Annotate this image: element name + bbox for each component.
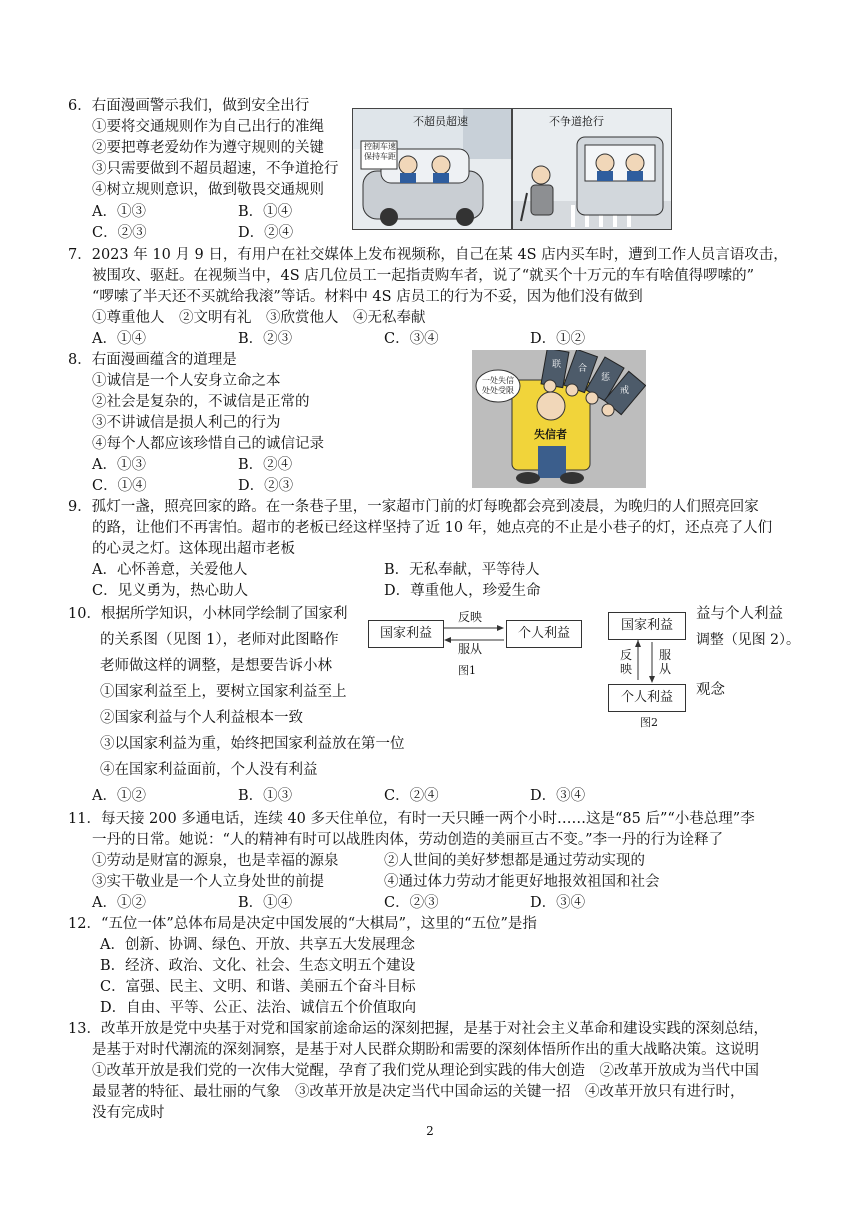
- q13-line-2: 是基于对时代潮流的深刻洞察，是基于对人民群众期盼和需要的深刻体悟所作出的重大战略决策。这说明: [92, 1042, 759, 1058]
- q6-statement-1: ①要将交通规则作为自己出行的准绳: [92, 119, 324, 135]
- q6-statement-2: ②要把尊老爱幼作为遵守规则的关键: [92, 140, 324, 156]
- q7-line-3: “啰嗦了半天还不买就给我滚”等话。材料中 4S 店员工的行为不妥，因为他们没有做到: [92, 289, 643, 305]
- q11-line-2: 一丹的日常。她说：“人的精神有时可以战胜肉体，劳动创造的美丽亘古不变。”李一丹的行为诠释了: [92, 832, 724, 848]
- q12-stem: 12．“五位一体”总体布局是决定中国发展的“大棋局”，这里的“五位”是指: [68, 916, 537, 932]
- q7-option-d: D．①②: [530, 331, 586, 347]
- q13-line-3: ①改革开放是我们党的一次伟大觉醒，孕育了我们党从理论到实践的伟大创造 ②改革开放成为当代中国: [92, 1063, 759, 1079]
- q8-cartoon-hand-4: 戒: [620, 386, 630, 396]
- q7-statements: ①尊重他人 ②文明有礼 ③欣赏他人 ④无私奉献: [92, 310, 426, 326]
- fig2-arrows: [630, 638, 660, 684]
- q6-cartoon-sign: 控制车速 保持车距: [364, 142, 396, 161]
- fig1-national-interest-box: 国家利益: [368, 620, 444, 648]
- q12-option-d: D．自由、平等、公正、法治、诚信五个价值取向: [100, 1000, 417, 1016]
- fig1-top-arrow-label: 反映: [458, 610, 483, 624]
- q6-option-c: C．②③: [92, 225, 147, 241]
- fig2-right-arrow-label: 服从: [659, 648, 672, 676]
- fig2-personal-interest-box: 个人利益: [608, 684, 686, 712]
- q8-cartoon-label: 失信者: [534, 428, 567, 441]
- fig2-left-arrow-label: 反映: [620, 648, 633, 676]
- q13-line-4: 最显著的特征、最壮丽的气象 ③改革开放是决定当代中国命运的关键一招 ④改革开放只有进行时，: [92, 1084, 745, 1100]
- q10-line-2a: 的关系图（见图 1），老师对此图略作: [100, 632, 339, 648]
- fig1-caption: 图1: [458, 664, 476, 677]
- q10-option-b: B．①③: [238, 788, 293, 804]
- page-number: 2: [426, 1124, 434, 1138]
- q8-cartoon: [472, 350, 646, 488]
- q10-statement-3: ③以国家利益为重，始终把国家利益放在第一位: [100, 736, 405, 752]
- q7-line-1: 7．2023 年 10 月 9 日，有用户在社交媒体上发布视频称，自己在某 4S 店内买车时，遭到工作人员言语攻击，: [68, 247, 788, 263]
- q12-option-a: A．创新、协调、绿色、开放、共享五大发展理念: [100, 937, 415, 953]
- q10-statement-4: ④在国家利益面前，个人没有利益: [100, 762, 318, 778]
- q10-option-c: C．②④: [384, 788, 439, 804]
- q7-line-2: 被围攻、驱赶。在视频当中，4S 店几位员工一起指责购车者，说了“就买个十万元的车有啥值得啰嗦的”: [92, 268, 755, 284]
- q6-stem: 6．右面漫画警示我们，做到安全出行: [68, 98, 310, 114]
- q8-cartoon-sign: 一处失信 处处受限: [482, 376, 514, 395]
- q8-option-b: B．②④: [238, 457, 293, 473]
- q6-option-b: B．①④: [238, 204, 293, 220]
- q11-option-a: A．①②: [92, 895, 146, 911]
- q10-line-4b: 观念: [696, 682, 725, 698]
- q13-line-5: 没有完成时: [92, 1105, 165, 1121]
- q10-option-a: A．①②: [92, 788, 146, 804]
- q11-line-1: 11．每天接 200 多通电话，连续 40 多天住单位，有时一天只睡一两个小时……这是“85 后”“小巷总理”李: [68, 811, 755, 827]
- q7-option-c: C．③④: [384, 331, 439, 347]
- q9-line-2: 的路，让他们不再害怕。超市的老板已经这样坚持了近 10 年，她点亮的不止是小巷子的灯，还点亮了人们: [92, 520, 773, 536]
- fig2-national-interest-box: 国家利益: [608, 612, 686, 640]
- q9-option-c: C．见义勇为，热心助人: [92, 583, 249, 599]
- q8-cartoon-hand-1: 联: [552, 360, 562, 370]
- fig2-caption: 图2: [640, 716, 658, 729]
- q9-line-1: 9．孤灯一盏，照亮回家的路。在一条巷子里，一家超市门前的灯每晚都会亮到凌晨，为晚归的人们照亮回家: [68, 499, 759, 515]
- fig1-personal-interest-box: 个人利益: [506, 620, 582, 648]
- q10-line-1b: 益与个人利益: [696, 606, 783, 622]
- q6-cartoon-right-caption: 不争道抢行: [549, 115, 604, 128]
- q11-statement-4: ④通过体力劳动才能更好地报效祖国和社会: [384, 874, 660, 890]
- q10-statement-1: ①国家利益至上，要树立国家利益至上: [100, 684, 347, 700]
- q10-option-d: D．③④: [530, 788, 586, 804]
- q11-option-b: B．①④: [238, 895, 293, 911]
- q7-option-b: B．②③: [238, 331, 293, 347]
- q6-cartoon-left: [352, 108, 512, 230]
- q8-statement-3: ③不讲诚信是损人利己的行为: [92, 415, 281, 431]
- q6-option-d: D．②④: [238, 225, 294, 241]
- q11-option-c: C．②③: [384, 895, 439, 911]
- q10-line-2b: 调整（见图 2）。: [696, 632, 800, 648]
- q8-cartoon-hand-2: 合: [578, 364, 588, 374]
- q11-statement-3: ③实干敬业是一个人立身处世的前提: [92, 874, 324, 890]
- q9-option-a: A．心怀善意，关爱他人: [92, 562, 248, 578]
- q10-line-3: 老师做这样的调整，是想要告诉小林: [100, 658, 332, 674]
- q8-option-c: C．①④: [92, 478, 147, 494]
- q8-statement-1: ①诚信是一个人安身立命之本: [92, 373, 281, 389]
- q6-statement-3: ③只需要做到不超员超速，不争道抢行: [92, 161, 339, 177]
- q6-option-a: A．①③: [92, 204, 146, 220]
- q8-stem: 8．右面漫画蕴含的道理是: [68, 352, 237, 368]
- q13-line-1: 13．改革开放是党中央基于对党和国家前途命运的深刻把握，是基于对社会主义革命和建设实践的深刻总结，: [68, 1021, 768, 1037]
- q7-option-a: A．①④: [92, 331, 146, 347]
- q9-option-d: D．尊重他人，珍爱生命: [384, 583, 541, 599]
- q8-cartoon-hand-3: 惩: [601, 373, 611, 383]
- q9-option-b: B．无私奉献，平等待人: [384, 562, 540, 578]
- q8-statement-4: ④每个人都应该珍惜自己的诚信记录: [92, 436, 324, 452]
- q8-option-d: D．②③: [238, 478, 294, 494]
- q6-cartoon-right: [512, 108, 672, 230]
- q11-option-d: D．③④: [530, 895, 586, 911]
- q9-line-3: 的心灵之灯。这体现出超市老板: [92, 541, 295, 557]
- q12-option-c: C．富强、民主、文明、和谐、美丽五个奋斗目标: [100, 979, 416, 995]
- q11-statement-1: ①劳动是财富的源泉，也是幸福的源泉: [92, 853, 339, 869]
- q8-option-a: A．①③: [92, 457, 146, 473]
- q10-line-1a: 10．根据所学知识，小林同学绘制了国家利: [68, 606, 348, 622]
- q8-statement-2: ②社会是复杂的，不诚信是正常的: [92, 394, 310, 410]
- q12-option-b: B．经济、政治、文化、社会、生态文明五个建设: [100, 958, 416, 974]
- fig1-bottom-arrow-label: 服从: [458, 642, 483, 656]
- q10-statement-2: ②国家利益与个人利益根本一致: [100, 710, 303, 726]
- q6-cartoon-left-caption: 不超员超速: [413, 115, 468, 128]
- q11-statement-2: ②人世间的美好梦想都是通过劳动实现的: [384, 853, 645, 869]
- q6-statement-4: ④树立规则意识，做到敬畏交通规则: [92, 182, 324, 198]
